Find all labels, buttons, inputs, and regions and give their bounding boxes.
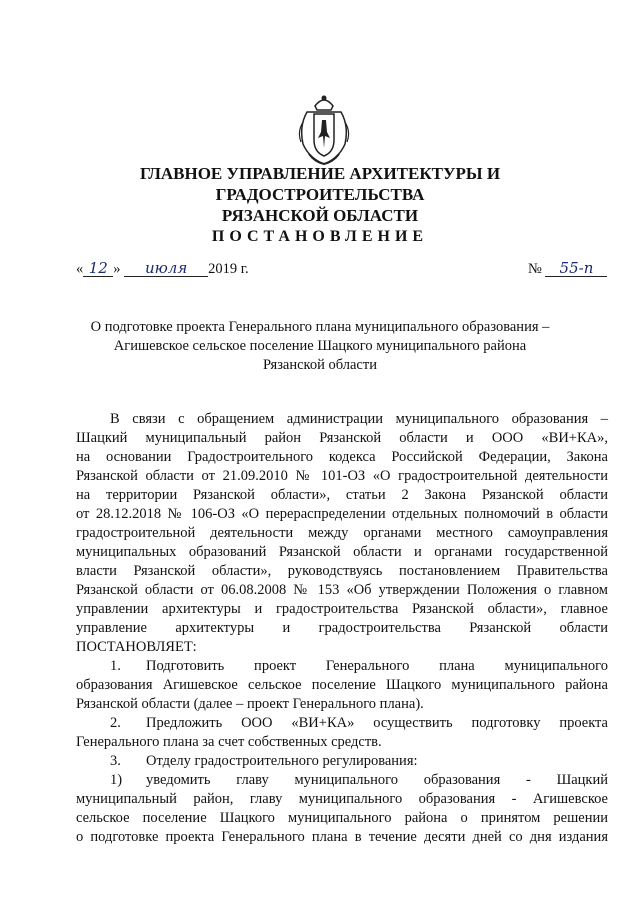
- date-day-handwritten: 12: [83, 260, 113, 277]
- document-subject: [90, 318, 550, 375]
- body-line: на территории Рязанской области», статьи 2 Закона Рязанской области: [76, 487, 608, 503]
- organization-line-1: ГЛАВНОЕ УПРАВЛЕНИЕ АРХИТЕКТУРЫ И ГРАДОСТРОИТЕЛЬСТВА: [139, 164, 501, 204]
- document-number: [528, 260, 607, 278]
- organization-name: [40, 163, 600, 226]
- subitem-1: [76, 771, 608, 790]
- subject-line: Рязанской области: [263, 357, 377, 373]
- body-line: В связи с обращением администрации муниципального образования –: [110, 411, 608, 427]
- body-line: Предложить ООО «ВИ+КА» осуществить подготовку проекта: [146, 715, 608, 731]
- number-handwritten: 55-п: [545, 260, 607, 277]
- item-number: 1.: [110, 658, 121, 674]
- close-quote: »: [113, 261, 121, 277]
- body-line: Рязанской области (далее – проект Генерального плана).: [76, 696, 424, 712]
- document-date: [76, 260, 249, 278]
- body-line: от 28.12.2018 № 106-ОЗ «О перераспределении отдельных полномочий в области: [76, 506, 608, 522]
- organization-line-2: РЯЗАНСКОЙ ОБЛАСТИ: [221, 206, 419, 225]
- subject-line: Агишевское сельское поселение Шацкого муниципального района: [113, 338, 527, 354]
- body-line: образования Агишевское сельское поселение Шацкого муниципального района: [76, 677, 608, 693]
- body-line: муниципальных образований Рязанской области и органами государственной: [76, 544, 608, 560]
- item-number: 1): [110, 772, 123, 788]
- date-year: 2019 г.: [208, 261, 249, 277]
- number-prefix: №: [528, 261, 542, 277]
- body-line: Отделу градостроительного регулирования:: [146, 753, 418, 769]
- item-1: [76, 657, 608, 676]
- body-line: градостроительной деятельности между органами местного самоуправления: [76, 525, 608, 541]
- body-line: на основании Градостроительного кодекса Российской Федерации, Закона: [76, 449, 608, 465]
- document-body: [76, 410, 608, 847]
- date-month-handwritten: июля: [124, 260, 208, 277]
- body-line: сельское поселение Шацкого муниципального района о принятом решении: [76, 810, 608, 826]
- open-quote: «: [76, 261, 84, 277]
- resolves-heading: ПОСТАНОВЛЯЕТ:: [76, 639, 197, 655]
- body-line: Подготовить проект Генерального плана муниципального: [146, 658, 608, 674]
- subject-line: О подготовке проекта Генерального плана муниципального образования –: [90, 319, 550, 335]
- document-title: ПОСТАНОВЛЕНИЕ: [211, 228, 429, 245]
- body-line: уведомить главу муниципального образования - Шацкий: [146, 772, 608, 788]
- item-number: 2.: [110, 715, 121, 731]
- body-line: Рязанской области от 06.08.2008 № 153 «Об утверждении Положения о главном: [76, 582, 608, 598]
- body-line: муниципальный район, главу муниципального образования - Агишевское: [76, 791, 608, 807]
- body-line: управлении архитектуры и градостроительства Рязанской области», главное: [76, 601, 608, 617]
- item-2: [76, 714, 608, 733]
- body-line: управление архитектуры и градостроительства Рязанской области: [76, 620, 608, 636]
- item-3: [76, 752, 608, 771]
- body-line: Генерального плана за счет собственных средств.: [76, 734, 382, 750]
- body-line: Рязанской области от 21.09.2010 № 101-ОЗ «О градостроительной деятельности: [76, 468, 608, 484]
- coat-of-arms-emblem: [295, 92, 353, 168]
- body-line: власти Рязанской области», руководствуясь постановлением Правительства: [76, 563, 608, 579]
- item-number: 3.: [110, 753, 121, 769]
- body-line: Шацкий муниципальный район Рязанской области и ООО «ВИ+КА»,: [76, 430, 608, 446]
- body-line: о подготовке проекта Генерального плана в течение десяти дней со дня издания: [76, 829, 608, 845]
